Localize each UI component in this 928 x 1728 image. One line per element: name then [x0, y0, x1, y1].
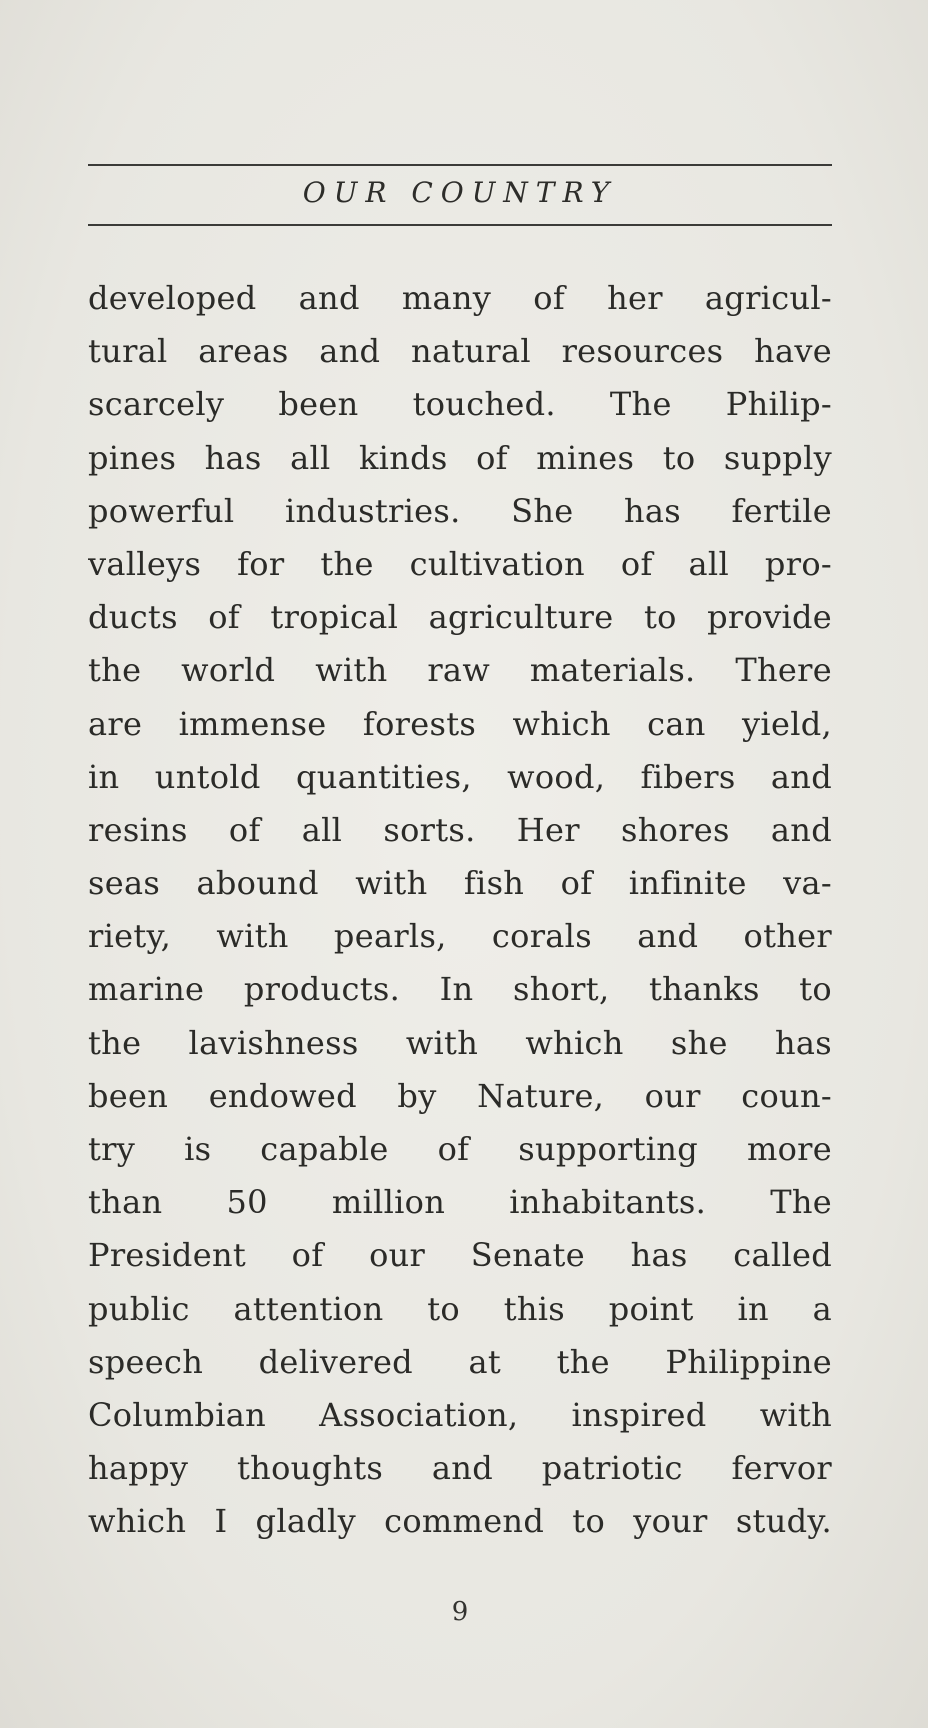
text-line: than 50 million inhabitants. The	[88, 1183, 832, 1222]
text-line: speech delivered at the Philippine	[88, 1342, 832, 1381]
header-rule-bottom	[88, 224, 832, 226]
text-line: pines has all kinds of mines to supply	[88, 438, 832, 477]
text-line: scarcely been touched. The Philip-	[88, 385, 832, 424]
text-line: try is capable of supporting more	[88, 1130, 832, 1168]
text-line: the world with raw materials. There	[88, 651, 832, 690]
running-head: OUR COUNTRY	[302, 176, 618, 209]
text-line: been endowed by Nature, our coun-	[88, 1076, 832, 1115]
text-line: seas abound with fish of infinite va-	[88, 864, 832, 903]
text-line: valleys for the cultivation of all pro-	[88, 544, 832, 583]
text-line: Columbian Association, inspired with	[88, 1395, 832, 1434]
page-number: 9	[451, 1597, 469, 1627]
text-line: developed and many of her agricul-	[88, 279, 832, 317]
text-line: public attention to this point in a	[88, 1289, 832, 1328]
text-line: ducts of tropical agriculture to provide	[88, 598, 832, 637]
text-line: President of our Senate has called	[88, 1236, 832, 1275]
text-line: riety, with pearls, corals and other	[88, 917, 832, 956]
text-line: resins of all sorts. Her shores and	[88, 810, 832, 849]
text-line: happy thoughts and patriotic fervor	[88, 1449, 832, 1488]
text-line: in untold quantities, wood, fibers and	[88, 757, 832, 796]
header-rule-top	[88, 164, 832, 166]
body-text	[88, 272, 832, 1549]
text-line: which I gladly commend to your study.	[88, 1502, 832, 1541]
text-line: the lavishness with which she has	[88, 1023, 832, 1062]
text-line: powerful industries. She has fertile	[88, 491, 832, 530]
text-line: are immense forests which can yield,	[88, 704, 832, 743]
text-line: tural areas and natural resources have	[88, 332, 832, 371]
text-line: marine products. In short, thanks to	[88, 970, 832, 1009]
